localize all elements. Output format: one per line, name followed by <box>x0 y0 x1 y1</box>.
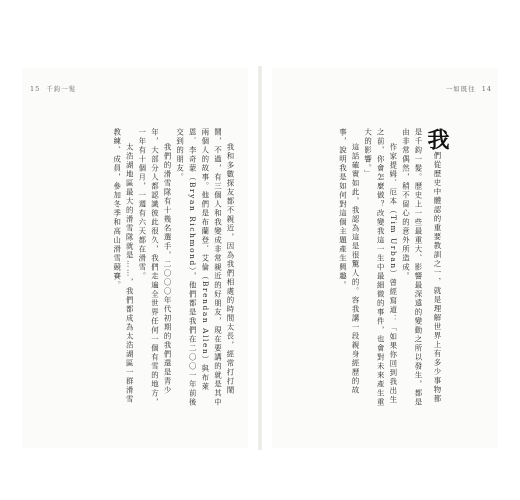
paragraph: 這話確實如此，我認為這是很驚人的。容我講一段親身經歷的故事，說明我是如何對這個主題產生興趣。 <box>338 128 361 395</box>
book-gutter <box>258 66 262 450</box>
left-page-number: 15 <box>30 85 41 93</box>
left-page-header <box>30 84 76 93</box>
paragraph-text: 們從歷史中體認的重要教訓之一，就是理解世界上有多少事物都是千鈞一髮。歷史上一些最重大、影響最深遠的變動之所以發生，都是由非常偶然，稍不留心的意外所造成。 <box>401 128 442 407</box>
paragraph: 作家提姆．厄本（Tim Urban）曾經寫道：「如果你回到我出生之前，你會怎麼做？改變我這一生中最細微的事件，也會對未來產生重大的影響。」 <box>363 128 398 407</box>
left-page-body <box>40 128 236 408</box>
paragraph <box>399 128 450 408</box>
paragraph: 太浩湖地區最大的滑雪隊就是……，我們都成為太浩湖區一群滑雪教練、成員，參加冬季和高山滑雪競賽。 <box>112 128 135 404</box>
right-page-body <box>300 128 450 408</box>
paragraph: 我們的滑雪隊有十幾名選手，二〇〇〇年代初期的我們還是青少年，大部分人都認識彼此很久，我們走遍全世界任何一個有雪的地方，一年有十個月，一週有六天都在滑雪。 <box>137 128 173 407</box>
left-running-title: 千鈞一髮 <box>46 85 77 93</box>
drop-cap: 我 <box>424 128 450 152</box>
paragraph: 我和多數探友都不親近，因為我們相處的時間太長，經常打打鬧鬧，不過，有三個人和我變成非常親近的好朋友，現在要講的就是其中兩個人的故事。他們是布蘭登．艾倫（Brendan Allen）與布萊恩．李奇蒙（Bryan Richmond），他們都是我們在二〇〇一年前後交到的朋友。 <box>175 128 235 408</box>
right-page-header <box>446 84 492 93</box>
right-page-number: 14 <box>481 85 492 93</box>
right-running-title: 一如既往 <box>445 85 476 93</box>
